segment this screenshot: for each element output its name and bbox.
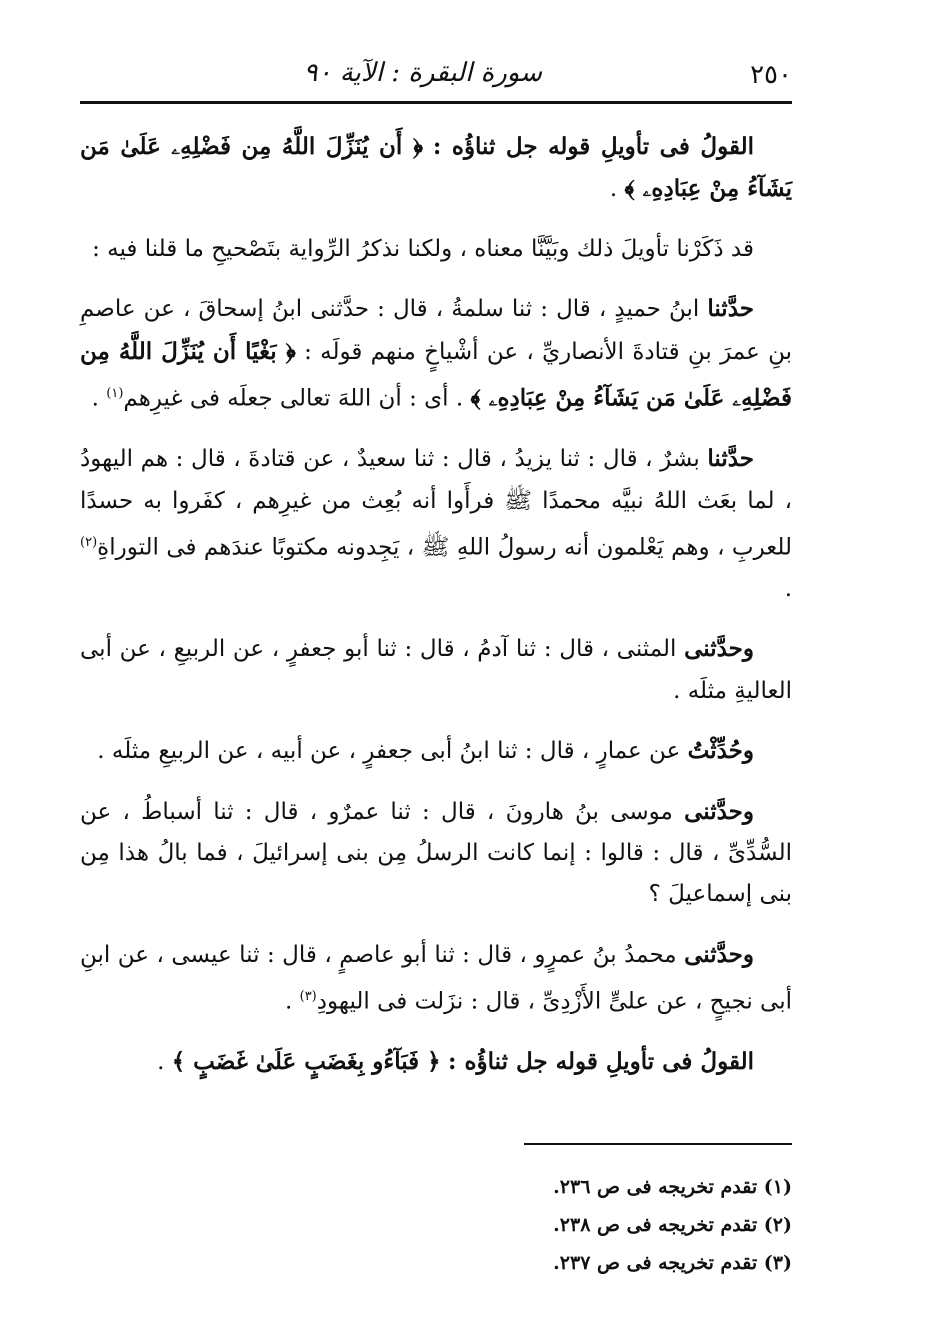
- paragraph-lead: وحدَّثنى: [684, 635, 754, 663]
- paragraph-text: بشرٌ ، قال : ثنا يزيدُ ، قال : ثنا سعيدٌ ، عن قتادةَ ، قال : هم اليهودُ ، لما بعَث اللهُ نبيَّه محمدًا ﷺ فرأَوا أنه بُعِث من غيرِهم ، كفَروا به حسدًا للعربِ ، وهم يَعْلمون أنه رسولُ اللهِ ﷺ ، يَجِدونه مكتوبًا عندَهم فى التوراةِ: [80, 446, 792, 561]
- paragraph-text: عن عمارٍ ، قال : ثنا ابنُ أبى جعفرٍ ، عن أبيه ، عن الربيعِ مثلَه .: [97, 738, 681, 765]
- book-page: [80, 0, 792, 1326]
- footnote-rule: [524, 1143, 792, 1145]
- paragraph-tail: . أى : أن اللهَ تعالى جعلَه فى غيرِهم: [123, 385, 464, 412]
- footnote: (٢) تقدم تخريجه فى ص ٢٣٨.: [553, 1214, 792, 1236]
- footnotes: [80, 1168, 792, 1282]
- paragraph-text: قد ذَكَرْنا تأويلَ ذلك وبَيَّنَّا معناه ، ولكنا نذكرُ الرِّواية بتَصْحيحِ ما قلنا فيه :: [92, 235, 754, 262]
- paragraph-lead: القولُ فى تأويلِ قوله جل ثناؤُه :: [432, 133, 755, 160]
- quran-quote: ﴿ فَبَآءُو بِغَضَبٍ عَلَىٰ غَضَبٍ ﴾: [171, 1048, 441, 1076]
- paragraph-lead: حدَّثنا: [707, 295, 754, 323]
- paragraph-lead: وحدَّثنى: [684, 940, 755, 968]
- paragraph: [80, 791, 792, 916]
- paragraph-text: محمدُ بنُ عمرٍو ، قال : ثنا أبو عاصمٍ ، قال : ثنا عيسى ، عن ابنِ أبى نجيحٍ ، عن علىٍّ الأَزْدِىِّ ، قال : نزَلت فى اليهودِ: [80, 941, 792, 1015]
- header-rule: [80, 101, 792, 104]
- paragraph-tail: .: [609, 176, 618, 203]
- quran-quote: ﴿ أَن يُنَزِّلَ اللَّهُ مِن فَضْلِهِۦ عَلَىٰ مَن يَشَآءُ مِنْ عِبَادِهِۦ ﴾: [80, 133, 792, 203]
- footnote-ref: (٣): [299, 989, 317, 1005]
- paragraph: [80, 126, 792, 211]
- paragraph-text: ابنُ حميدٍ ، قال : ثنا سلمةُ ، قال : حدَّثنى ابنُ إسحاقَ ، عن عاصمِ بنِ عمرَ بنِ قتادةَ الأنصاريِّ ، عن أشْياخٍ منهم قولَه :: [80, 296, 792, 365]
- page-number: ٢٥٠: [750, 60, 792, 90]
- paragraph-text: المثنى ، قال : ثنا آدمُ ، قال : ثنا أبو جعفرٍ ، عن الربيعِ ، عن أبى العاليةِ مثلَه .: [80, 636, 792, 704]
- paragraph: وحدَّثنى محمدُ بنُ عمرٍو ، قال : ثنا أبو عاصمٍ ، قال : ثنا عيسى ، عن ابنِ أبى نجيحٍ ، عن علىٍّ الأَزْدِىِّ ، قال : نزَلت فى اليهودِ$^{(٣)}$ .: [80, 940, 792, 1015]
- page-header: [80, 52, 792, 98]
- paragraph-lead: حدَّثنا: [707, 445, 755, 473]
- footnote-ref: (١): [106, 386, 124, 402]
- paragraph: حدَّثنا ابنُ حميدٍ ، قال : ثنا سلمةُ ، قال : حدَّثنى ابنُ إسحاقَ ، عن عاصمِ بنِ عمرَ بنِ قتادةَ الأنصاريِّ ، عن أشْياخٍ منهم قولَه : ﴿ بَغْيًا أَن يُنَزِّلَ اللَّهُ مِن فَضْلِهِۦ عَلَىٰ مَن يَشَآءُ مِنْ عِبَادِهِۦ ﴾ . أى : أن اللهَ تعالى جعلَه فى غيرِهم$^{(١)}$ .: [80, 295, 792, 412]
- paragraph: [80, 229, 792, 270]
- footnote: (١) تقدم تخريجه فى ص ٢٣٦.: [553, 1176, 792, 1198]
- paragraph: [80, 628, 792, 712]
- quran-quote: ﴿ بَغْيًا أَن يُنَزِّلَ اللَّهُ مِن فَضْلِهِۦ عَلَىٰ مَن يَشَآءُ مِنْ عِبَادِهِۦ ﴾: [80, 337, 792, 412]
- paragraph-lead: القولُ فى تأويلِ قوله جل ثناؤُه :: [447, 1048, 754, 1076]
- paragraph-text: موسى بنُ هارونَ ، قال : ثنا عمرٌو ، قال : ثنا أسباطُ ، عن السُّدِّىِّ ، قال : قالوا : إنما كانت الرسلُ مِن بنى إسرائيلَ ، فما بالُ هذا مِن بنى إسماعيلَ ؟: [80, 798, 792, 908]
- paragraph-lead: وحُدِّثْتُ: [687, 737, 754, 765]
- paragraph: حدَّثنا بشرٌ ، قال : ثنا يزيدُ ، قال : ثنا سعيدٌ ، عن قتادةَ ، قال : هم اليهودُ ، لما بعَث اللهُ نبيَّه محمدًا ﷺ فرأَوا أنه بُعِث من غيرِهم ، كفَروا به حسدًا للعربِ ، وهم يَعْلمون أنه رسولُ اللهِ ﷺ ، يَجِدونه مكتوبًا عندَهم فى التوراةِ$^{(٢)}$ .: [80, 445, 792, 602]
- paragraph: [80, 1041, 792, 1083]
- paragraph-lead: وحدَّثنى: [684, 797, 754, 825]
- paragraph-tail: .: [157, 1049, 165, 1076]
- main-text: [80, 126, 792, 1102]
- running-title: سورة البقرة : الآية ٩٠: [303, 58, 542, 88]
- footnote-ref: (٢): [80, 534, 98, 550]
- footnote: (٣) تقدم تخريجه فى ص ٢٣٧.: [553, 1252, 792, 1274]
- paragraph: [80, 730, 792, 772]
